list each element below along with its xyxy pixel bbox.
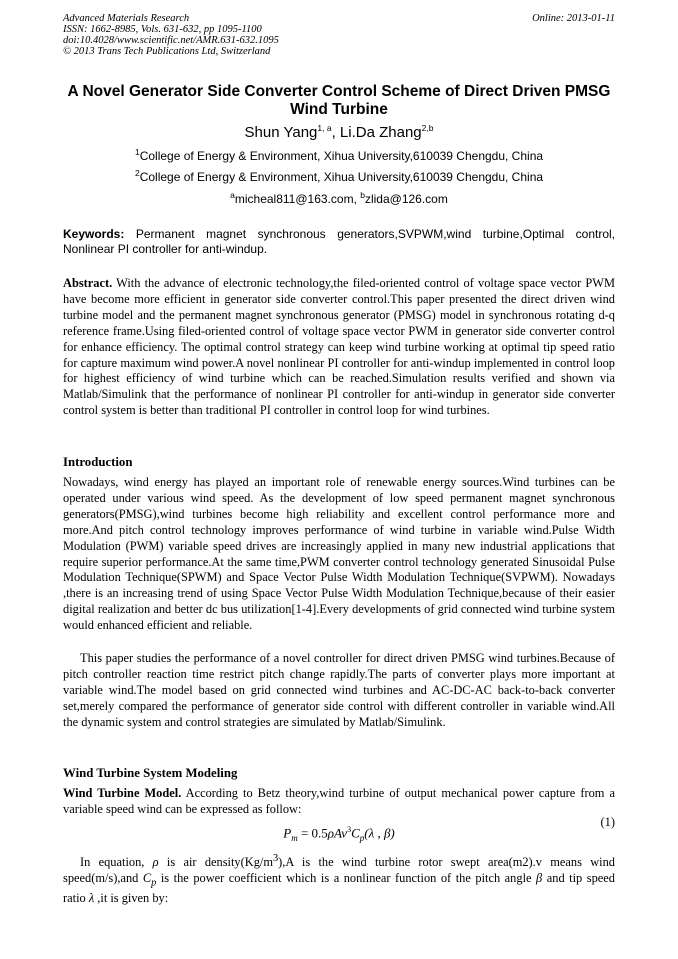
- affiliation-1-sup: 1: [134, 147, 140, 157]
- eq-velocity-sup: 3: [347, 825, 352, 834]
- abstract: [63, 276, 615, 419]
- expl-b: is air density(Kg/m: [158, 855, 273, 870]
- expl-c: ),A is the wind turbine rotor swept area(m2).v means wind speed(m/s),and: [63, 855, 615, 886]
- expl-cp: C: [142, 871, 152, 886]
- eq-cp-sub: p: [359, 832, 365, 843]
- equation-1-body: [63, 825, 615, 843]
- introduction-paragraph-1: Nowadays, wind energy has played an important role of renewable energy sources.Wind turbines can be operated under various wind speed. As the development of low speed permanent magnet synchronous generators(PMSG),wind turbines become high reliability and excellent control performance more and more.And pitch control technology improves performance of wind turbine in variable wind.Pulse Width Modulation (PWM) variable speed drives are increasingly applied in many new industrial applications that require superior performance.At the same time,PWM converter control technology generated Sinusoidal Pulse Modulation Technique(SPWM) and Space Vector Pulse Width Modulation Technique(SVPWM). Nowadays ,there is an increasing trend of using Space Vector Pulse Width Modulation Technique,because of their easier digital realization and better dc bus utilization[1-4].Every developments of grid connected wind turbine system would enhanced efficient and reliable.: [63, 475, 615, 633]
- author-1-sup: 1, a: [317, 123, 332, 133]
- expl-e: and tip speed ratio: [63, 871, 615, 906]
- author-2-sup: 2,b: [421, 123, 434, 133]
- eq-coefficient: = 0.5: [297, 825, 328, 841]
- expl-lambda: λ: [88, 891, 95, 906]
- journal-header: [63, 13, 615, 57]
- author-1: Shun Yang: [244, 124, 318, 141]
- keywords-text: Permanent magnet synchronous generators,SVPWM,wind turbine,Optimal control, Nonlinear PI controller for anti-windup.: [63, 227, 615, 256]
- affiliation-1-text: College of Energy & Environment, Xihua University,610039 Chengdu, China: [139, 149, 544, 163]
- issn-line: ISSN: 1662-8985, Vols. 631-632, pp 1095-1100: [63, 24, 262, 35]
- keywords-label: Keywords:: [63, 227, 125, 241]
- affiliation-2: [63, 170, 615, 185]
- eq-power: P: [283, 825, 292, 841]
- email-a: micheal811@163.com,: [234, 192, 361, 206]
- expl-f: ,it is given by:: [94, 891, 169, 906]
- equation-explanation: [63, 851, 615, 907]
- expl-rho: ρ: [152, 855, 159, 870]
- author-2: Li.Da Zhang: [339, 124, 422, 141]
- author-separator: ,: [331, 124, 340, 141]
- expl-d: is the power coefficient which is a nonlinear function of the pitch angle: [156, 871, 537, 886]
- introduction-heading: Introduction: [63, 455, 133, 469]
- eq-power-sub: m: [291, 832, 298, 843]
- wind-turbine-model-text: According to Betz theory,wind turbine of output mechanical power capture from a variable speed wind can be expressed as follow:: [63, 786, 615, 816]
- wind-turbine-model-label: Wind Turbine Model.: [63, 786, 182, 800]
- eq-area: A: [334, 825, 342, 841]
- eq-velocity: v: [341, 825, 348, 841]
- paper-title: A Novel Generator Side Converter Control Scheme of Direct Driven PMSG Wind Turbine: [67, 83, 611, 118]
- affiliation-1: [63, 149, 615, 164]
- expl-a: In equation,: [80, 855, 153, 870]
- eq-rho: ρ: [327, 825, 335, 841]
- online-date: Online: 2013-01-11: [532, 13, 615, 24]
- expl-beta: β: [536, 871, 543, 886]
- email-line: [63, 192, 615, 207]
- wind-turbine-model-paragraph: [63, 786, 615, 818]
- email-b-sup: b: [360, 190, 365, 200]
- abstract-text: With the advance of electronic technology,the filed-oriented control of voltage space vector PWM have become more efficient in generator side converter control.This paper presented the direct driven wind turbine model and the permanent magnet synchronous generator (PMSG) model in synchronous rotating d-q reference frame.Using filed-oriented control of voltage space vector PWM in generator side converter control for enhance efficiency. The optimal control strategy can keep wind turbine working at optimal tip speed ratio for capture maximum wind power.A novel nonlinear PI controller for anti-windup implemented in control loop for highest efficiency of wind turbine which can be reached.Simulation results verified and shown via Matlab/Simulink that the performance of nonlinear PI controller for anti-windup in generator side converter control system is better than traditional PI controller in control loop for wind turbines.: [63, 276, 615, 418]
- affiliation-2-text: College of Energy & Environment, Xihua University,610039 Chengdu, China: [139, 170, 544, 184]
- affiliation-2-sup: 2: [134, 168, 140, 178]
- abstract-label: Abstract.: [63, 276, 113, 290]
- eq-args: (λ , β): [364, 825, 395, 841]
- doi-line: doi:10.4028/www.scientific.net/AMR.631-632.1095: [63, 35, 279, 46]
- eq-cp: C: [351, 825, 360, 841]
- journal-name: Advanced Materials Research: [63, 13, 190, 24]
- author-line: [63, 124, 615, 142]
- keywords: [63, 227, 615, 257]
- email-b: zlida@126.com: [364, 192, 448, 206]
- copyright-line: © 2013 Trans Tech Publications Ltd, Switzerland: [63, 46, 271, 57]
- equation-1-number: (1): [600, 815, 615, 829]
- equation-1: [63, 815, 615, 843]
- expl-b-sup: 3: [272, 853, 279, 864]
- expl-cp-sub: p: [151, 877, 157, 889]
- introduction-paragraph-2: This paper studies the performance of a novel controller for direct driven PMSG wind turbines.Because of pitch controller reaction time restrict pitch change rapidly.The parts of converter plays more important at variable wind.The model based on grid connected wind turbines and AC-DC-AC back-to-back converter set,merely compared the performance of generator side control with different controller in variable wind.All the dynamic system and control strategies are simulated by Matlab/Simulink.: [63, 651, 615, 729]
- email-a-sup: a: [230, 190, 235, 200]
- modeling-heading: Wind Turbine System Modeling: [63, 766, 238, 780]
